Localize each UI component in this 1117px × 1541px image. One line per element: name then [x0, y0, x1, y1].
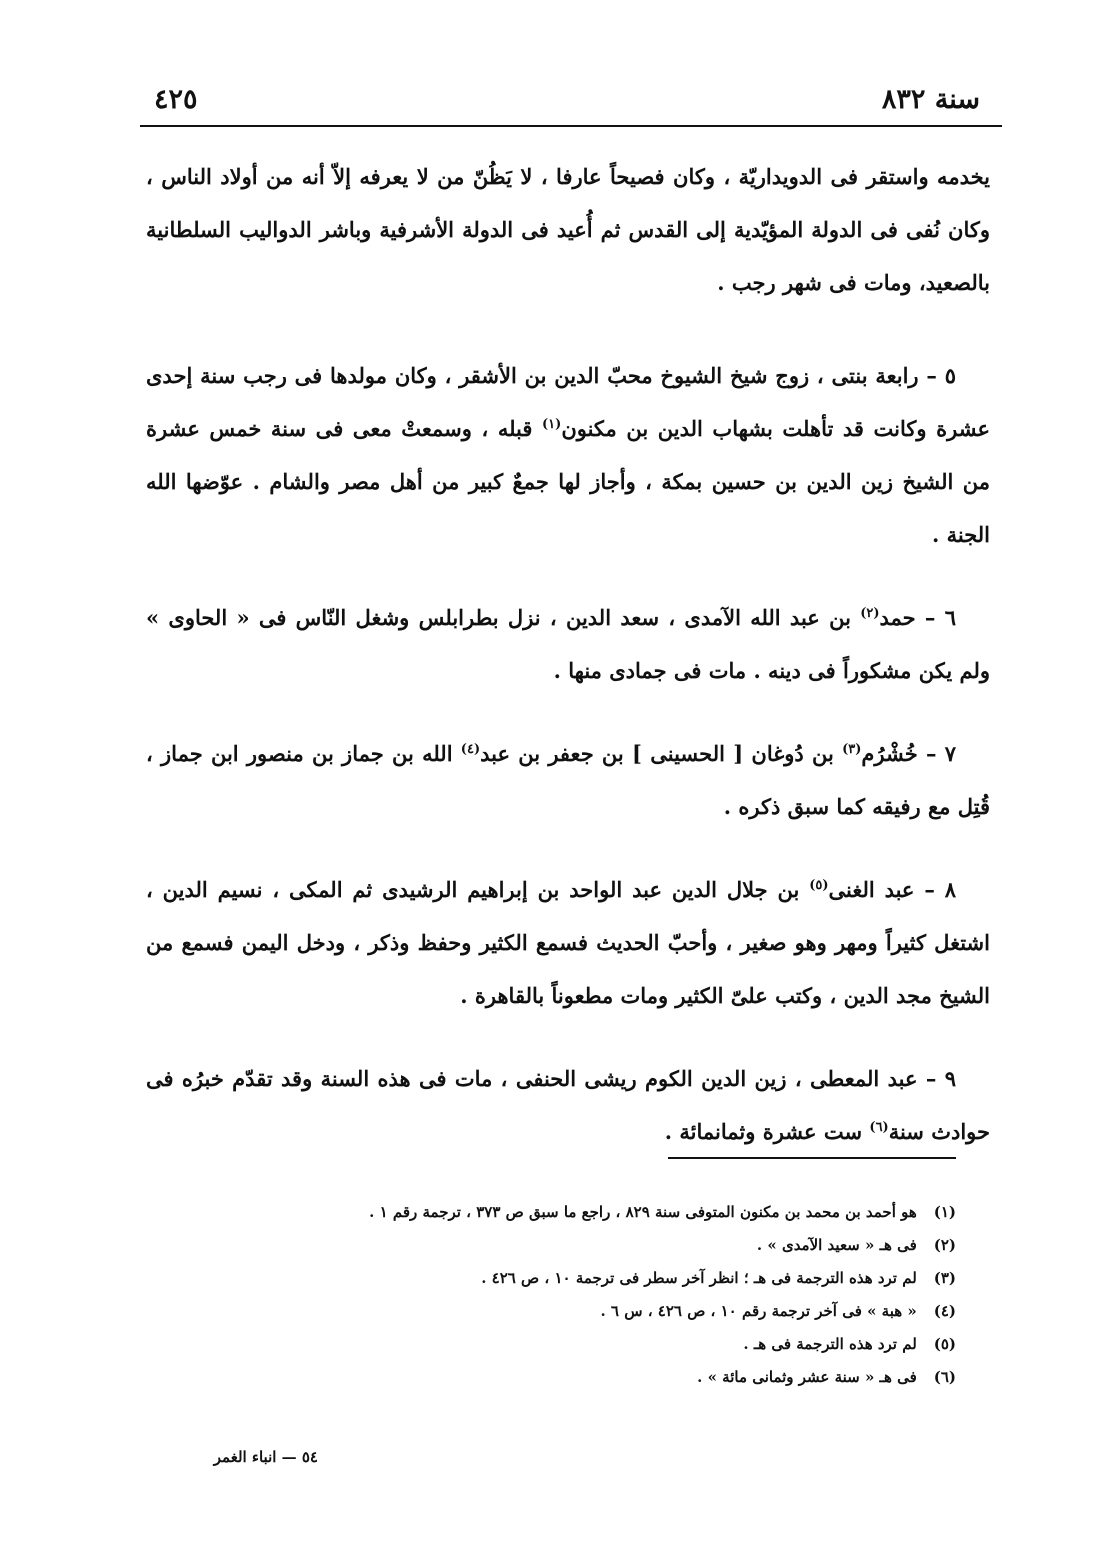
- footnote-rule: [668, 1157, 956, 1159]
- entry-text: ٩ – عبد المعطى ، زين الدين الكوم ريشى الحنفى ، مات فى هذه السنة وقد تقدّم خبرُه فى حوادث سنة: [146, 1066, 990, 1144]
- footnote-ref: (٥): [809, 878, 829, 893]
- footnote: [250, 1361, 956, 1394]
- footnote: [250, 1295, 956, 1328]
- entry-text: الله بن جماز بن منصور ابن جماز ، قُتِل مع رفيقه كما سبق ذكره .: [146, 741, 990, 819]
- footnote-text: فى هـ « سعيد الآمدى » .: [756, 1236, 917, 1254]
- main-text: [146, 150, 990, 1188]
- entry-5: [146, 349, 990, 561]
- entry-7: [146, 727, 990, 833]
- footnote-ref: (٢): [860, 606, 880, 621]
- footnote: [250, 1328, 956, 1361]
- footnote: [250, 1229, 956, 1262]
- footnote: [250, 1262, 956, 1295]
- footnote-ref: (١): [542, 417, 562, 432]
- header-rule: [140, 125, 1002, 127]
- running-head-year: سنة ٨٣٢: [881, 84, 980, 115]
- footnote-ref: (٤): [460, 742, 481, 757]
- footnote-number: (٤): [933, 1302, 956, 1320]
- footnote-text: « هبة » فى آخر ترجمة رقم ١٠ ، ص ٤٢٦ ، س ٦ .: [600, 1302, 917, 1320]
- footnotes: [250, 1196, 956, 1394]
- footnote-text: لم ترد هذه الترجمة فى هـ .: [743, 1335, 917, 1353]
- entry-text: بن دُوغان [ الحسينى ] بن جعفر بن عبد: [480, 741, 843, 766]
- footnote-ref: (٣): [842, 742, 862, 757]
- footnote-text: هو أحمد بن محمد بن مكنون المتوفى سنة ٨٢٩ ، راجع ما سبق ص ٣٧٣ ، ترجمة رقم ١ .: [369, 1203, 917, 1221]
- footnote-ref: (٦): [869, 1120, 889, 1135]
- entry-text: ٥ – رابعة بنتى ، زوج شيخ الشيوخ محبّ الدين بن الأشقر ، وكان مولدها فى رجب سنة إحدى عشرة وكانت قد تأهلت بشهاب الدين بن مكنون: [146, 363, 990, 441]
- entry-text: ٧ – خُشْرُم: [861, 741, 956, 766]
- footnote-number: (٣): [933, 1269, 956, 1287]
- entry-9: [146, 1052, 990, 1158]
- entry-text: ٨ – عبد الغنى: [828, 877, 956, 902]
- entry-8: [146, 863, 990, 1022]
- entry-text: ست عشرة وثمانمائة .: [664, 1119, 870, 1144]
- footnote: [250, 1196, 956, 1229]
- signature-mark: ٥٤ — انباء الغمر: [213, 1448, 318, 1466]
- entry-text: ٦ – حمد: [879, 605, 956, 630]
- entry-text: قبله ، وسمعتْ معى فى سنة خمس عشرة من الشيخ زين الدين بن حسين بمكة ، وأجاز لها جمعٌ كبير من أهل مصر والشام . عوّضها الله الجنة .: [146, 416, 990, 547]
- footnote-number: (٦): [933, 1368, 956, 1386]
- footnote-text: لم ترد هذه الترجمة فى هـ ؛ انظر آخر سطر فى ترجمة ١٠ ، ص ٤٢٦ .: [481, 1269, 917, 1287]
- paragraph-text: يخدمه واستقر فى الدويداريّة ، وكان فصيحاً عارفا ، لا يَظُنّ من لا يعرفه إلاّ أنه من أولاد الناس ، وكان نُفى فى الدولة المؤيّدية إلى القدس ثم أُعيد فى الدولة الأشرفية وباشر الدواليب السلطانية بالصعيد، ومات فى شهر رجب .: [146, 164, 990, 295]
- page-number: ٤٢٥: [154, 84, 198, 115]
- page-header: [140, 84, 1000, 124]
- footnote-number: (٥): [933, 1335, 956, 1353]
- footnote-number: (٢): [933, 1236, 956, 1254]
- paragraph-continuation: [146, 150, 990, 309]
- footnote-number: (١): [933, 1203, 956, 1221]
- footnote-text: فى هـ « سنة عشر وثمانى مائة » .: [697, 1368, 917, 1386]
- entry-6: [146, 591, 990, 697]
- entry-text: بن عبد الله الآمدى ، سعد الدين ، نزل بطرابلس وشغل النّاس فى « الحاوى » ولم يكن مشكوراً فى دينه . مات فى جمادى منها .: [146, 605, 990, 683]
- entry-text: بن جلال الدين عبد الواحد بن إبراهيم الرشيدى ثم المكى ، نسيم الدين ، اشتغل كثيراً ومهر وهو صغير ، وأحبّ الحديث فسمع الكثير وحفظ وذكر ، ودخل اليمن فسمع من الشيخ مجد الدين ، وكتب علىّ الكثير ومات مطعوناً بالقاهرة .: [146, 877, 990, 1008]
